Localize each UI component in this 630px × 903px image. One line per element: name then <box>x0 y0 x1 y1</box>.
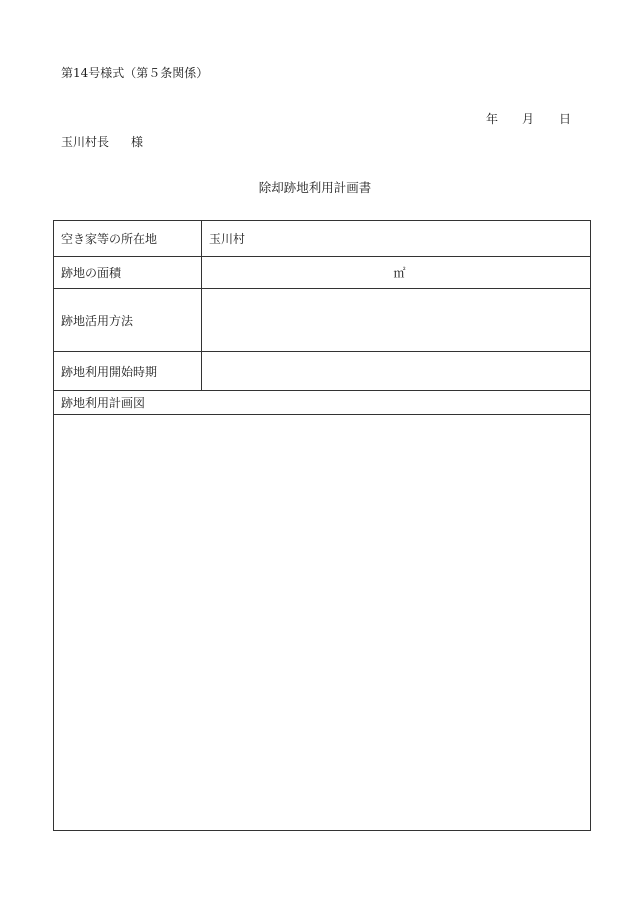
table-row-plan-drawing-area <box>54 415 591 831</box>
usage-method-label: 跡地活用方法 <box>54 289 202 352</box>
table-row-area <box>54 257 591 289</box>
addressee-suffix: 様 <box>131 135 144 149</box>
form-number: 第14号様式（第５条関係） <box>61 66 209 80</box>
addressee-name: 玉川村長 <box>61 135 110 149</box>
table-row-start-time <box>54 352 591 391</box>
addressee <box>61 133 143 150</box>
table-row-location <box>54 221 591 257</box>
table-row-usage-method <box>54 289 591 352</box>
date-day-label: 日 <box>559 112 572 126</box>
plan-drawing-label: 跡地利用計画図 <box>54 391 591 415</box>
start-time-label: 跡地利用開始時期 <box>54 352 202 391</box>
start-time-value[interactable] <box>202 352 591 391</box>
date-month-label: 月 <box>522 112 535 126</box>
document-title: 除却跡地利用計画書 <box>258 180 372 195</box>
area-label: 跡地の面積 <box>54 257 202 289</box>
plan-table <box>53 220 591 831</box>
date-line <box>0 110 630 126</box>
plan-drawing-area[interactable] <box>54 415 591 831</box>
area-value[interactable]: ㎡ <box>202 257 591 289</box>
usage-method-value[interactable] <box>202 289 591 352</box>
table-row-plan-drawing-header <box>54 391 591 415</box>
location-value[interactable]: 玉川村 <box>202 221 591 257</box>
location-label: 空き家等の所在地 <box>54 221 202 257</box>
date-year-label: 年 <box>486 112 499 126</box>
